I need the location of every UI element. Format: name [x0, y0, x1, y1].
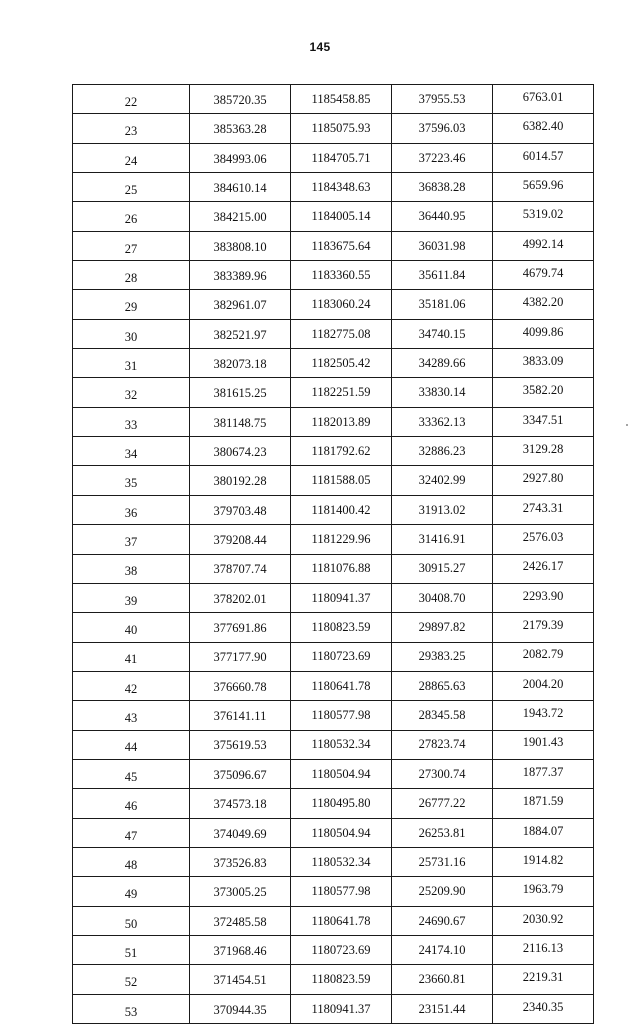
- value-c-cell: 26777.22: [392, 789, 493, 818]
- value-c-cell: 36031.98: [392, 231, 493, 260]
- value-c-cell: 29383.25: [392, 642, 493, 671]
- table-row: [73, 407, 594, 436]
- table-row: [73, 349, 594, 378]
- value-d-cell: 3347.51: [493, 407, 594, 436]
- table-row: [73, 730, 594, 759]
- value-a-cell: 383808.10: [190, 231, 291, 260]
- row-number-cell: 51: [73, 935, 190, 964]
- table-row: [73, 173, 594, 202]
- value-d-cell: 4099.86: [493, 319, 594, 348]
- row-number-cell: 40: [73, 613, 190, 642]
- value-b-cell: 1184005.14: [291, 202, 392, 231]
- table-row: [73, 495, 594, 524]
- value-d-cell: 3582.20: [493, 378, 594, 407]
- value-a-cell: 376141.11: [190, 701, 291, 730]
- value-a-cell: 375096.67: [190, 759, 291, 788]
- value-b-cell: 1180532.34: [291, 730, 392, 759]
- value-b-cell: 1180577.98: [291, 701, 392, 730]
- row-number-cell: 30: [73, 319, 190, 348]
- value-a-cell: 379208.44: [190, 525, 291, 554]
- table-row: [73, 114, 594, 143]
- row-number-cell: 35: [73, 466, 190, 495]
- value-d-cell: 2743.31: [493, 495, 594, 524]
- value-c-cell: 31913.02: [392, 495, 493, 524]
- value-a-cell: 382073.18: [190, 349, 291, 378]
- value-d-cell: 2293.90: [493, 583, 594, 612]
- value-c-cell: 26253.81: [392, 818, 493, 847]
- value-d-cell: 6382.40: [493, 114, 594, 143]
- row-number-cell: 38: [73, 554, 190, 583]
- value-b-cell: 1181076.88: [291, 554, 392, 583]
- value-b-cell: 1181400.42: [291, 495, 392, 524]
- value-b-cell: 1180723.69: [291, 935, 392, 964]
- table-row: [73, 85, 594, 114]
- value-d-cell: 3129.28: [493, 437, 594, 466]
- value-a-cell: 374049.69: [190, 818, 291, 847]
- row-number-cell: 46: [73, 789, 190, 818]
- value-b-cell: 1180641.78: [291, 671, 392, 700]
- value-b-cell: 1180723.69: [291, 642, 392, 671]
- scan-speck: [626, 424, 628, 426]
- value-d-cell: 1963.79: [493, 877, 594, 906]
- table-row: [73, 759, 594, 788]
- value-a-cell: 374573.18: [190, 789, 291, 818]
- value-b-cell: 1180641.78: [291, 906, 392, 935]
- page-number: 145: [309, 40, 331, 54]
- value-a-cell: 376660.78: [190, 671, 291, 700]
- table-row: [73, 935, 594, 964]
- data-table-container: [72, 84, 588, 1024]
- row-number-cell: 53: [73, 994, 190, 1023]
- row-number-cell: 37: [73, 525, 190, 554]
- value-d-cell: 5319.02: [493, 202, 594, 231]
- table-row: [73, 701, 594, 730]
- value-a-cell: 377691.86: [190, 613, 291, 642]
- value-a-cell: 380192.28: [190, 466, 291, 495]
- value-d-cell: 2082.79: [493, 642, 594, 671]
- value-c-cell: 34740.15: [392, 319, 493, 348]
- value-c-cell: 36838.28: [392, 173, 493, 202]
- value-c-cell: 32402.99: [392, 466, 493, 495]
- table-row: [73, 437, 594, 466]
- value-d-cell: 2927.80: [493, 466, 594, 495]
- value-d-cell: 2219.31: [493, 965, 594, 994]
- value-d-cell: 2179.39: [493, 613, 594, 642]
- value-d-cell: 5659.96: [493, 173, 594, 202]
- value-a-cell: 380674.23: [190, 437, 291, 466]
- value-c-cell: 23660.81: [392, 965, 493, 994]
- value-b-cell: 1180941.37: [291, 994, 392, 1023]
- value-c-cell: 24174.10: [392, 935, 493, 964]
- value-c-cell: 30915.27: [392, 554, 493, 583]
- value-a-cell: 378202.01: [190, 583, 291, 612]
- table-row: [73, 466, 594, 495]
- value-b-cell: 1180577.98: [291, 877, 392, 906]
- value-c-cell: 28345.58: [392, 701, 493, 730]
- row-number-cell: 22: [73, 85, 190, 114]
- value-b-cell: 1181588.05: [291, 466, 392, 495]
- value-b-cell: 1182775.08: [291, 319, 392, 348]
- table-row: [73, 261, 594, 290]
- value-a-cell: 372485.58: [190, 906, 291, 935]
- row-number-cell: 39: [73, 583, 190, 612]
- value-b-cell: 1180532.34: [291, 847, 392, 876]
- value-c-cell: 35611.84: [392, 261, 493, 290]
- row-number-cell: 33: [73, 407, 190, 436]
- value-c-cell: 29897.82: [392, 613, 493, 642]
- value-b-cell: 1180504.94: [291, 759, 392, 788]
- table-row: [73, 290, 594, 319]
- value-c-cell: 25209.90: [392, 877, 493, 906]
- row-number-cell: 26: [73, 202, 190, 231]
- value-c-cell: 28865.63: [392, 671, 493, 700]
- row-number-cell: 31: [73, 349, 190, 378]
- table-row: [73, 378, 594, 407]
- value-b-cell: 1181792.62: [291, 437, 392, 466]
- row-number-cell: 32: [73, 378, 190, 407]
- value-a-cell: 370944.35: [190, 994, 291, 1023]
- table-row: [73, 319, 594, 348]
- table-row: [73, 143, 594, 172]
- table-row: [73, 642, 594, 671]
- value-c-cell: 37596.03: [392, 114, 493, 143]
- row-number-cell: 44: [73, 730, 190, 759]
- value-b-cell: 1183060.24: [291, 290, 392, 319]
- value-b-cell: 1180941.37: [291, 583, 392, 612]
- value-c-cell: 31416.91: [392, 525, 493, 554]
- table-row: [73, 847, 594, 876]
- value-b-cell: 1182013.89: [291, 407, 392, 436]
- row-number-cell: 45: [73, 759, 190, 788]
- data-table: [72, 84, 594, 1024]
- row-number-cell: 36: [73, 495, 190, 524]
- value-d-cell: 4679.74: [493, 261, 594, 290]
- value-d-cell: 2004.20: [493, 671, 594, 700]
- value-b-cell: 1180823.59: [291, 613, 392, 642]
- value-b-cell: 1181229.96: [291, 525, 392, 554]
- value-a-cell: 381148.75: [190, 407, 291, 436]
- value-c-cell: 25731.16: [392, 847, 493, 876]
- value-b-cell: 1185075.93: [291, 114, 392, 143]
- value-a-cell: 384215.00: [190, 202, 291, 231]
- value-c-cell: 33830.14: [392, 378, 493, 407]
- row-number-cell: 28: [73, 261, 190, 290]
- value-c-cell: 32886.23: [392, 437, 493, 466]
- table-row: [73, 554, 594, 583]
- value-d-cell: 6014.57: [493, 143, 594, 172]
- row-number-cell: 52: [73, 965, 190, 994]
- value-a-cell: 378707.74: [190, 554, 291, 583]
- value-d-cell: 6763.01: [493, 85, 594, 114]
- value-a-cell: 377177.90: [190, 642, 291, 671]
- value-a-cell: 385720.35: [190, 85, 291, 114]
- value-b-cell: 1182505.42: [291, 349, 392, 378]
- value-b-cell: 1180823.59: [291, 965, 392, 994]
- value-a-cell: 384993.06: [190, 143, 291, 172]
- value-d-cell: 2426.17: [493, 554, 594, 583]
- value-d-cell: 1877.37: [493, 759, 594, 788]
- table-row: [73, 671, 594, 700]
- value-a-cell: 381615.25: [190, 378, 291, 407]
- value-d-cell: 4992.14: [493, 231, 594, 260]
- value-c-cell: 34289.66: [392, 349, 493, 378]
- row-number-cell: 23: [73, 114, 190, 143]
- table-row: [73, 231, 594, 260]
- row-number-cell: 50: [73, 906, 190, 935]
- row-number-cell: 34: [73, 437, 190, 466]
- table-row: [73, 965, 594, 994]
- table-row: [73, 525, 594, 554]
- value-c-cell: 37223.46: [392, 143, 493, 172]
- value-b-cell: 1184705.71: [291, 143, 392, 172]
- value-b-cell: 1183360.55: [291, 261, 392, 290]
- value-a-cell: 373526.83: [190, 847, 291, 876]
- value-d-cell: 1901.43: [493, 730, 594, 759]
- table-row: [73, 877, 594, 906]
- row-number-cell: 25: [73, 173, 190, 202]
- value-d-cell: 1871.59: [493, 789, 594, 818]
- row-number-cell: 48: [73, 847, 190, 876]
- row-number-cell: 29: [73, 290, 190, 319]
- value-d-cell: 1943.72: [493, 701, 594, 730]
- value-d-cell: 2030.92: [493, 906, 594, 935]
- value-a-cell: 384610.14: [190, 173, 291, 202]
- value-c-cell: 37955.53: [392, 85, 493, 114]
- value-d-cell: 2116.13: [493, 935, 594, 964]
- value-a-cell: 375619.53: [190, 730, 291, 759]
- row-number-cell: 24: [73, 143, 190, 172]
- value-d-cell: 1914.82: [493, 847, 594, 876]
- value-c-cell: 35181.06: [392, 290, 493, 319]
- table-row: [73, 818, 594, 847]
- table-row: [73, 994, 594, 1023]
- value-c-cell: 24690.67: [392, 906, 493, 935]
- value-c-cell: 36440.95: [392, 202, 493, 231]
- value-d-cell: 2576.03: [493, 525, 594, 554]
- table-row: [73, 789, 594, 818]
- table-row: [73, 583, 594, 612]
- value-d-cell: 3833.09: [493, 349, 594, 378]
- value-a-cell: 371454.51: [190, 965, 291, 994]
- value-c-cell: 27300.74: [392, 759, 493, 788]
- row-number-cell: 47: [73, 818, 190, 847]
- value-c-cell: 23151.44: [392, 994, 493, 1023]
- value-c-cell: 33362.13: [392, 407, 493, 436]
- value-d-cell: 4382.20: [493, 290, 594, 319]
- table-row: [73, 202, 594, 231]
- value-a-cell: 385363.28: [190, 114, 291, 143]
- value-d-cell: 1884.07: [493, 818, 594, 847]
- row-number-cell: 43: [73, 701, 190, 730]
- row-number-cell: 41: [73, 642, 190, 671]
- value-a-cell: 382961.07: [190, 290, 291, 319]
- row-number-cell: 42: [73, 671, 190, 700]
- value-b-cell: 1180495.80: [291, 789, 392, 818]
- value-b-cell: 1182251.59: [291, 378, 392, 407]
- value-a-cell: 371968.46: [190, 935, 291, 964]
- table-row: [73, 906, 594, 935]
- row-number-cell: 49: [73, 877, 190, 906]
- table-body: [73, 85, 594, 1024]
- value-b-cell: 1184348.63: [291, 173, 392, 202]
- row-number-cell: 27: [73, 231, 190, 260]
- value-a-cell: 379703.48: [190, 495, 291, 524]
- value-d-cell: 2340.35: [493, 994, 594, 1023]
- value-b-cell: 1183675.64: [291, 231, 392, 260]
- value-c-cell: 27823.74: [392, 730, 493, 759]
- value-a-cell: 383389.96: [190, 261, 291, 290]
- value-b-cell: 1180504.94: [291, 818, 392, 847]
- value-a-cell: 373005.25: [190, 877, 291, 906]
- value-a-cell: 382521.97: [190, 319, 291, 348]
- table-row: [73, 613, 594, 642]
- value-b-cell: 1185458.85: [291, 85, 392, 114]
- value-c-cell: 30408.70: [392, 583, 493, 612]
